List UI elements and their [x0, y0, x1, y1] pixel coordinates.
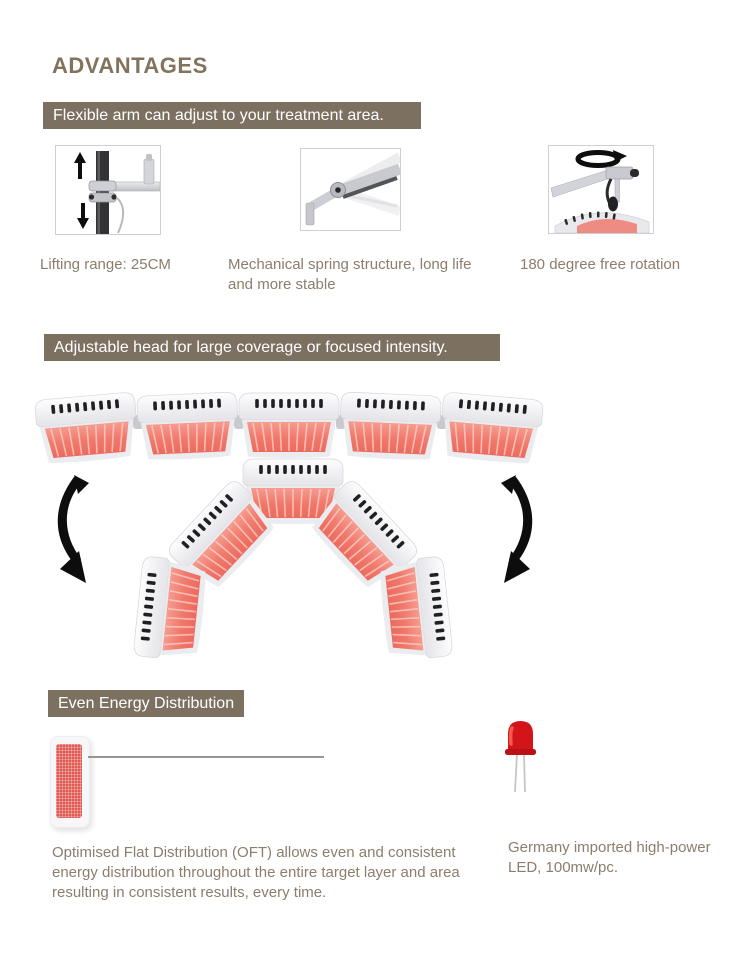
figure-lifting-arm: [55, 145, 161, 235]
oft-panel-image: [50, 736, 90, 828]
banner-even-energy: Even Energy Distribution: [48, 690, 244, 717]
lifting-arm-diagram: [56, 146, 160, 234]
banner-flexible-arm: Flexible arm can adjust to your treatment area.: [43, 102, 421, 129]
figure-rotation: [548, 145, 654, 234]
down-arrow-icon: [77, 203, 89, 229]
caption-spring: Mechanical spring structure, long life and more stable: [228, 256, 472, 293]
bracket: [606, 167, 633, 179]
distribution-line: [88, 756, 324, 758]
rotation-mount-diagram: [549, 146, 653, 233]
led-flange: [505, 749, 536, 755]
clamp: [89, 181, 116, 191]
led-matrix: [56, 744, 82, 818]
mount-knob: [608, 197, 618, 212]
cable: [117, 198, 123, 233]
adjustable-head-image: [30, 385, 560, 665]
banner-adjustable-head: Adjustable head for large coverage or focused intensity.: [44, 334, 500, 361]
caption-rotation: 180 degree free rotation: [520, 256, 681, 273]
caption-lifting: Lifting range: 25CM: [40, 256, 171, 273]
rotation-180-icon: [578, 150, 627, 166]
figure-spring-arm: [300, 148, 401, 231]
led-note: Germany imported high-power LED, 100mw/pc.: [508, 839, 711, 876]
svg-text:180°: 180°: [589, 155, 607, 164]
beam: [551, 169, 613, 197]
page-title: ADVANTAGES: [52, 53, 208, 78]
led-bulb-image: [498, 718, 542, 798]
up-arrow-icon: [74, 152, 86, 179]
oft-paragraph: Optimised Flat Distribution (OFT) allows even and consistent energy distribution throughout the entire target layer and area resulting in consistent results, every time.: [52, 844, 460, 901]
arm-post: [306, 203, 314, 225]
spring-arm-diagram: [301, 149, 400, 230]
